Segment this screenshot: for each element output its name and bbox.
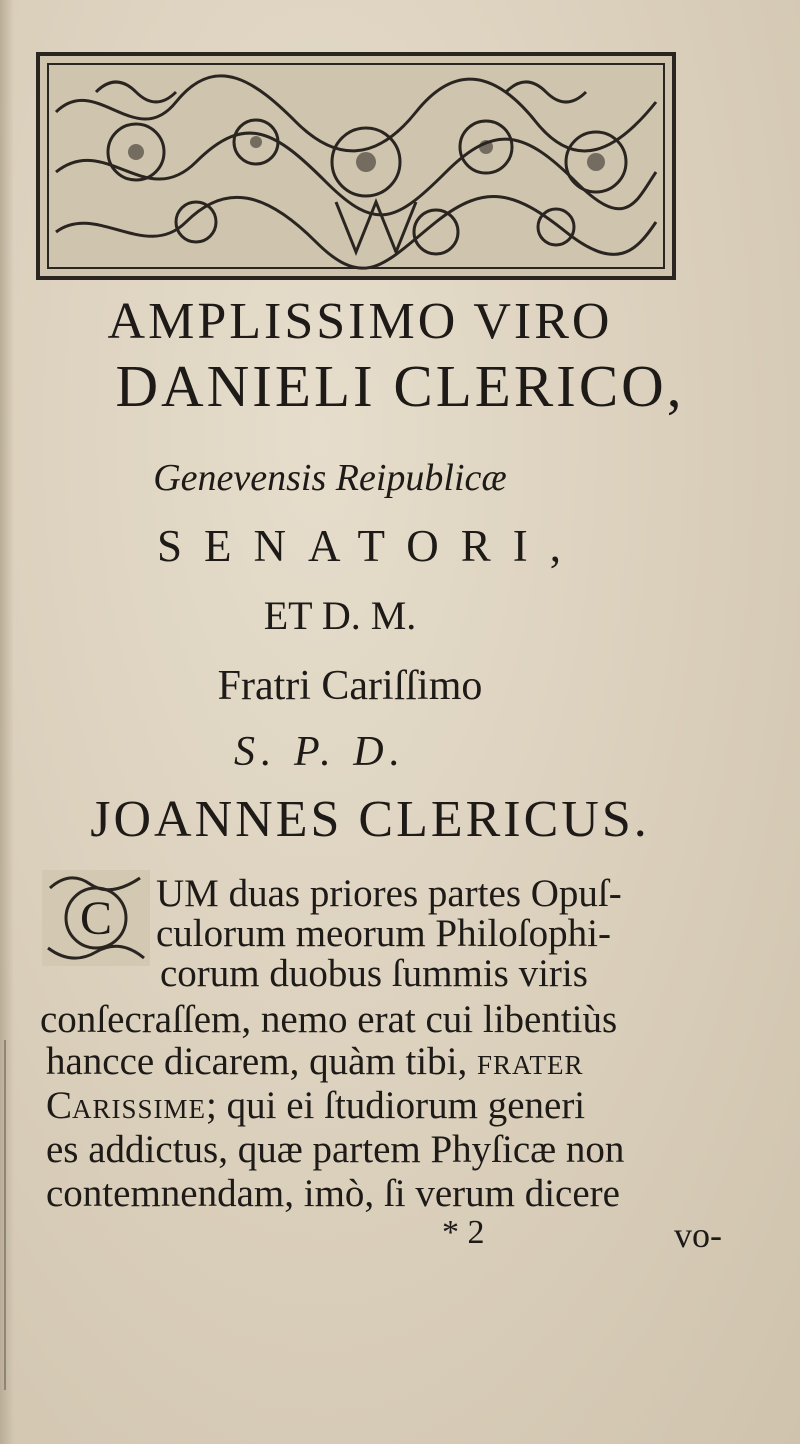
- decorated-initial-icon: [40, 868, 152, 968]
- author-line: JOANNES CLERICUS.: [90, 791, 650, 848]
- body-line-7: es addictus, quæ partem Phyſicæ non: [46, 1128, 625, 1171]
- body-line-6: [46, 1086, 585, 1125]
- page-edge-shadow: [0, 0, 14, 1444]
- dedicatee-name: DANIELI CLERICO,: [115, 353, 685, 419]
- carissime-smallcaps: ARISSIME: [72, 1094, 207, 1124]
- body-line-6-text: ; qui ei ſtudiorum generi: [206, 1084, 586, 1127]
- dedicatee-line: AMPLISSIMO VIRO: [107, 293, 613, 350]
- body-line-5-text: hancce dicarem, quàm tibi,: [46, 1040, 477, 1083]
- body-line-5: [46, 1042, 584, 1081]
- body-line-3: corum duobus ſummis viris: [160, 952, 588, 995]
- body-line-8: contemnendam, imò, ſi verum dicere: [46, 1172, 620, 1215]
- senator-line: SENATORI,: [157, 521, 583, 571]
- ornamental-headpiece-icon: [36, 52, 676, 280]
- catchword: vo-: [674, 1215, 722, 1255]
- cariss-initial: C: [46, 1084, 73, 1127]
- page-gutter-line: [4, 1040, 6, 1390]
- et-dm-line: ET D. M.: [263, 593, 417, 638]
- body-line-2: culorum meorum Philoſophi-: [156, 912, 611, 955]
- spd-line: S. P. D.: [233, 729, 407, 775]
- body-line-1: UM duas priores partes Opuſ-: [156, 872, 622, 915]
- body-line-4: conſecraſſem, nemo erat cui libentiùs: [40, 998, 618, 1041]
- signature-mark: * 2: [442, 1214, 485, 1251]
- initial-letter: C: [79, 892, 113, 945]
- frater-smallcaps: FRATER: [476, 1050, 584, 1080]
- city-line: Genevensis Reipublicæ: [153, 457, 507, 499]
- fratri-line: Fratri Cariſſimo: [217, 663, 483, 709]
